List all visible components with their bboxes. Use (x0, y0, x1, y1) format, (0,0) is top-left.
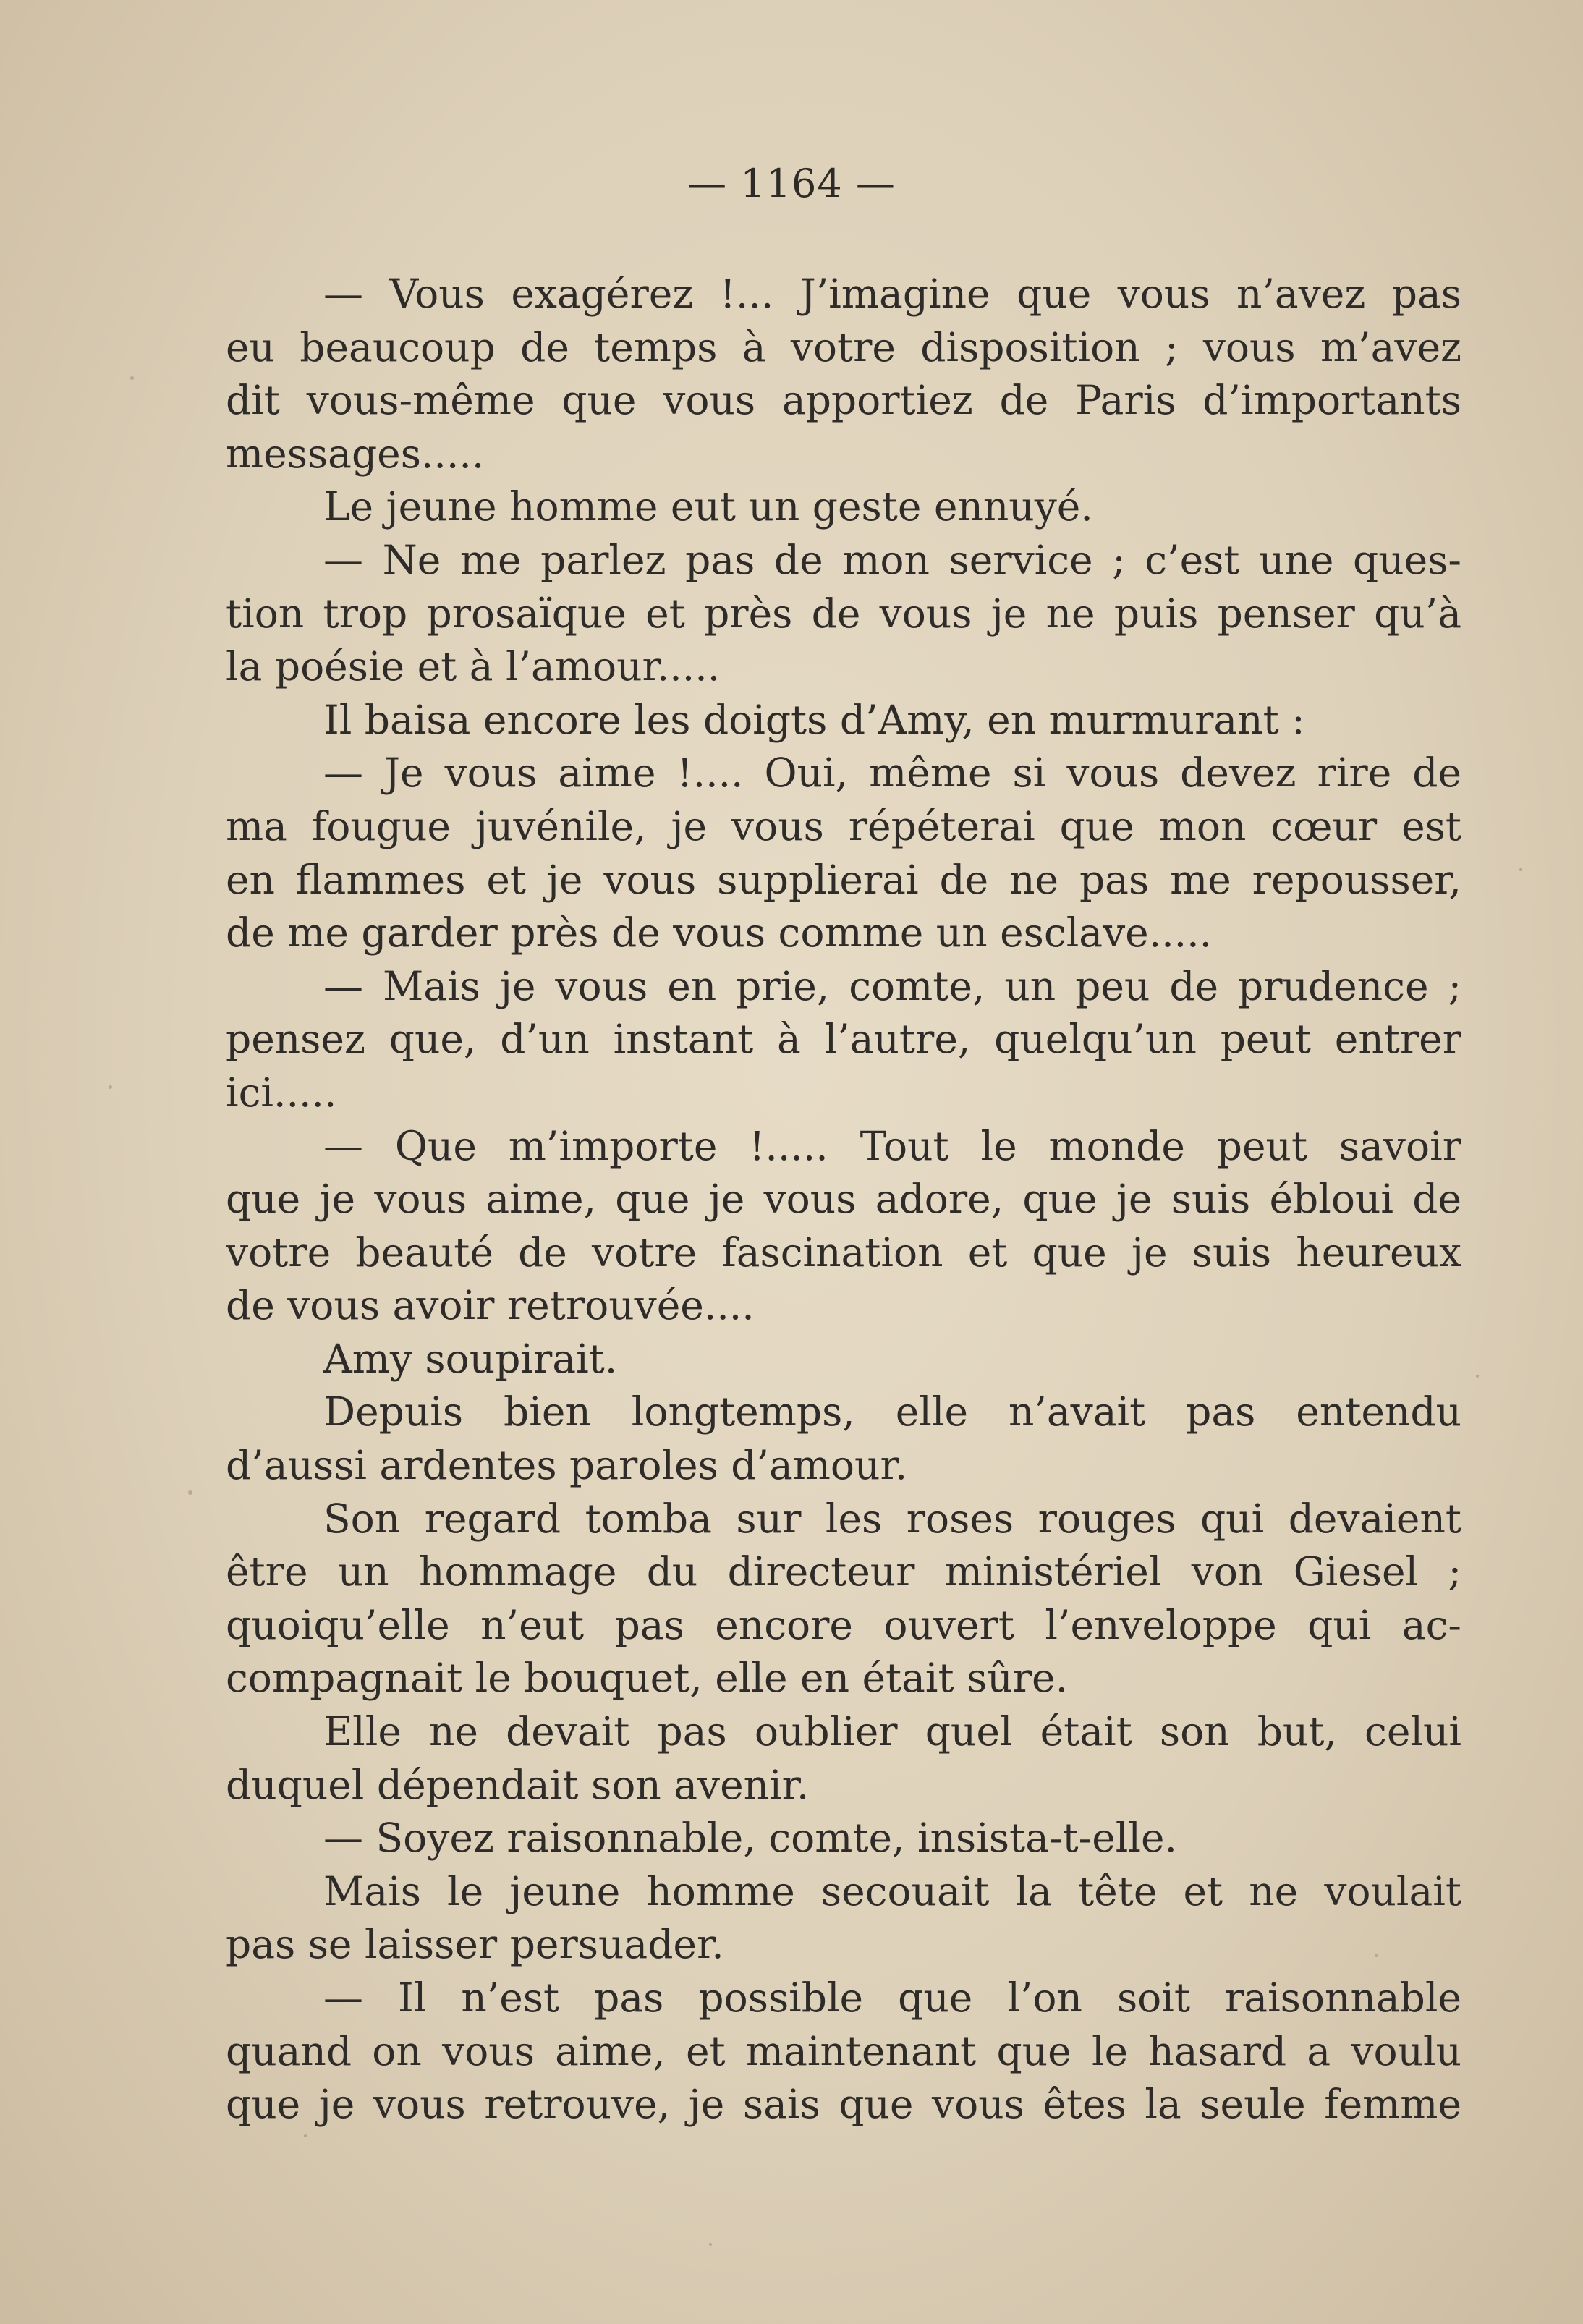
text-line: être un hommage du directeur ministériel von Giesel ; (226, 1548, 1461, 1595)
text-line: ma fougue juvénile, je vous répéterai que mon cœur est (226, 802, 1461, 849)
text-line: d’aussi ardentes paroles d’amour. (226, 1442, 908, 1489)
paper-speck (188, 1490, 192, 1495)
text-line: — Je vous aime !.... Oui, même si vous devez rire de (323, 750, 1461, 797)
text-line: de vous avoir retrouvée.... (226, 1282, 755, 1329)
text-line: Elle ne devait pas oublier quel était son but, celui (323, 1708, 1461, 1755)
text-line: pensez que, d’un instant à l’autre, quelqu’un peut entrer (226, 1016, 1461, 1063)
text-line: de me garder près de vous comme un esclave..... (226, 909, 1213, 957)
text-line: messages..... (226, 430, 485, 477)
text-line: — Vous exagérez !... J’imagine que vous n’avez pas (323, 271, 1461, 317)
paper-speck (304, 2134, 307, 2137)
text-line: Son regard tomba sur les roses rouges qui devaient (323, 1495, 1461, 1542)
paper-speck (1519, 868, 1522, 871)
text-line: — Mais je vous en prie, comte, un peu de prudence ; (323, 962, 1461, 1009)
text-line: ici..... (226, 1069, 337, 1116)
text-line: duquel dépendait son avenir. (226, 1761, 810, 1808)
text-line: — Que m’importe !..... Tout le monde peut savoir (323, 1122, 1461, 1169)
text-line: la poésie et à l’amour..... (226, 643, 721, 690)
paper-speck (1476, 1375, 1479, 1378)
text-line: dit vous-même que vous apportiez de Paris d’importants (226, 377, 1461, 424)
paper-speck (1230, 347, 1232, 349)
text-line: tion trop prosaïque et près de vous je ne puis penser qu’à (226, 590, 1461, 637)
text-line: que je vous retrouve, je sais que vous êtes la seule femme (226, 2081, 1461, 2128)
paper-speck (130, 376, 134, 380)
paper-speck (109, 1085, 112, 1089)
paper-speck (1013, 2098, 1015, 2100)
text-line: quand on vous aime, et maintenant que le hasard a voulu (226, 2027, 1461, 2074)
text-line: Depuis bien longtemps, elle n’avait pas entendu (323, 1388, 1461, 1435)
page-number: — 1164 — (687, 161, 896, 206)
text-line: que je vous aime, que je vous adore, que je suis ébloui de (226, 1176, 1461, 1223)
text-line: pas se laisser persuader. (226, 1921, 724, 1968)
text-line: compagnait le bouquet, elle en était sûre. (226, 1655, 1069, 1702)
text-line: Amy soupirait. (323, 1335, 618, 1382)
body-text (226, 268, 1461, 2132)
text-line: — Ne me parlez pas de mon service ; c’est une ques- (323, 536, 1461, 583)
paper-speck (1375, 1954, 1378, 1957)
text-line: en flammes et je vous supplierai de ne pas me repousser, (226, 856, 1461, 903)
text-line: votre beauté de votre fascination et que je suis heureux (226, 1229, 1461, 1276)
text-line: — Soyez raisonnable, comte, insista-t-elle. (323, 1815, 1177, 1862)
text-line: Il baisa encore les doigts d’Amy, en murmurant : (323, 696, 1305, 743)
text-line: Le jeune homme eut un geste ennuyé. (323, 483, 1093, 530)
paper-speck (709, 2243, 712, 2246)
text-line: quoiqu’elle n’eut pas encore ouvert l’enveloppe qui ac- (226, 1601, 1461, 1648)
text-line: eu beaucoup de temps à votre disposition ; vous m’avez (226, 323, 1461, 370)
text-line: — Il n’est pas possible que l’on soit raisonnable (323, 1975, 1461, 2021)
text-line: Mais le jeune homme secouait la tête et ne voulait (323, 1867, 1461, 1914)
